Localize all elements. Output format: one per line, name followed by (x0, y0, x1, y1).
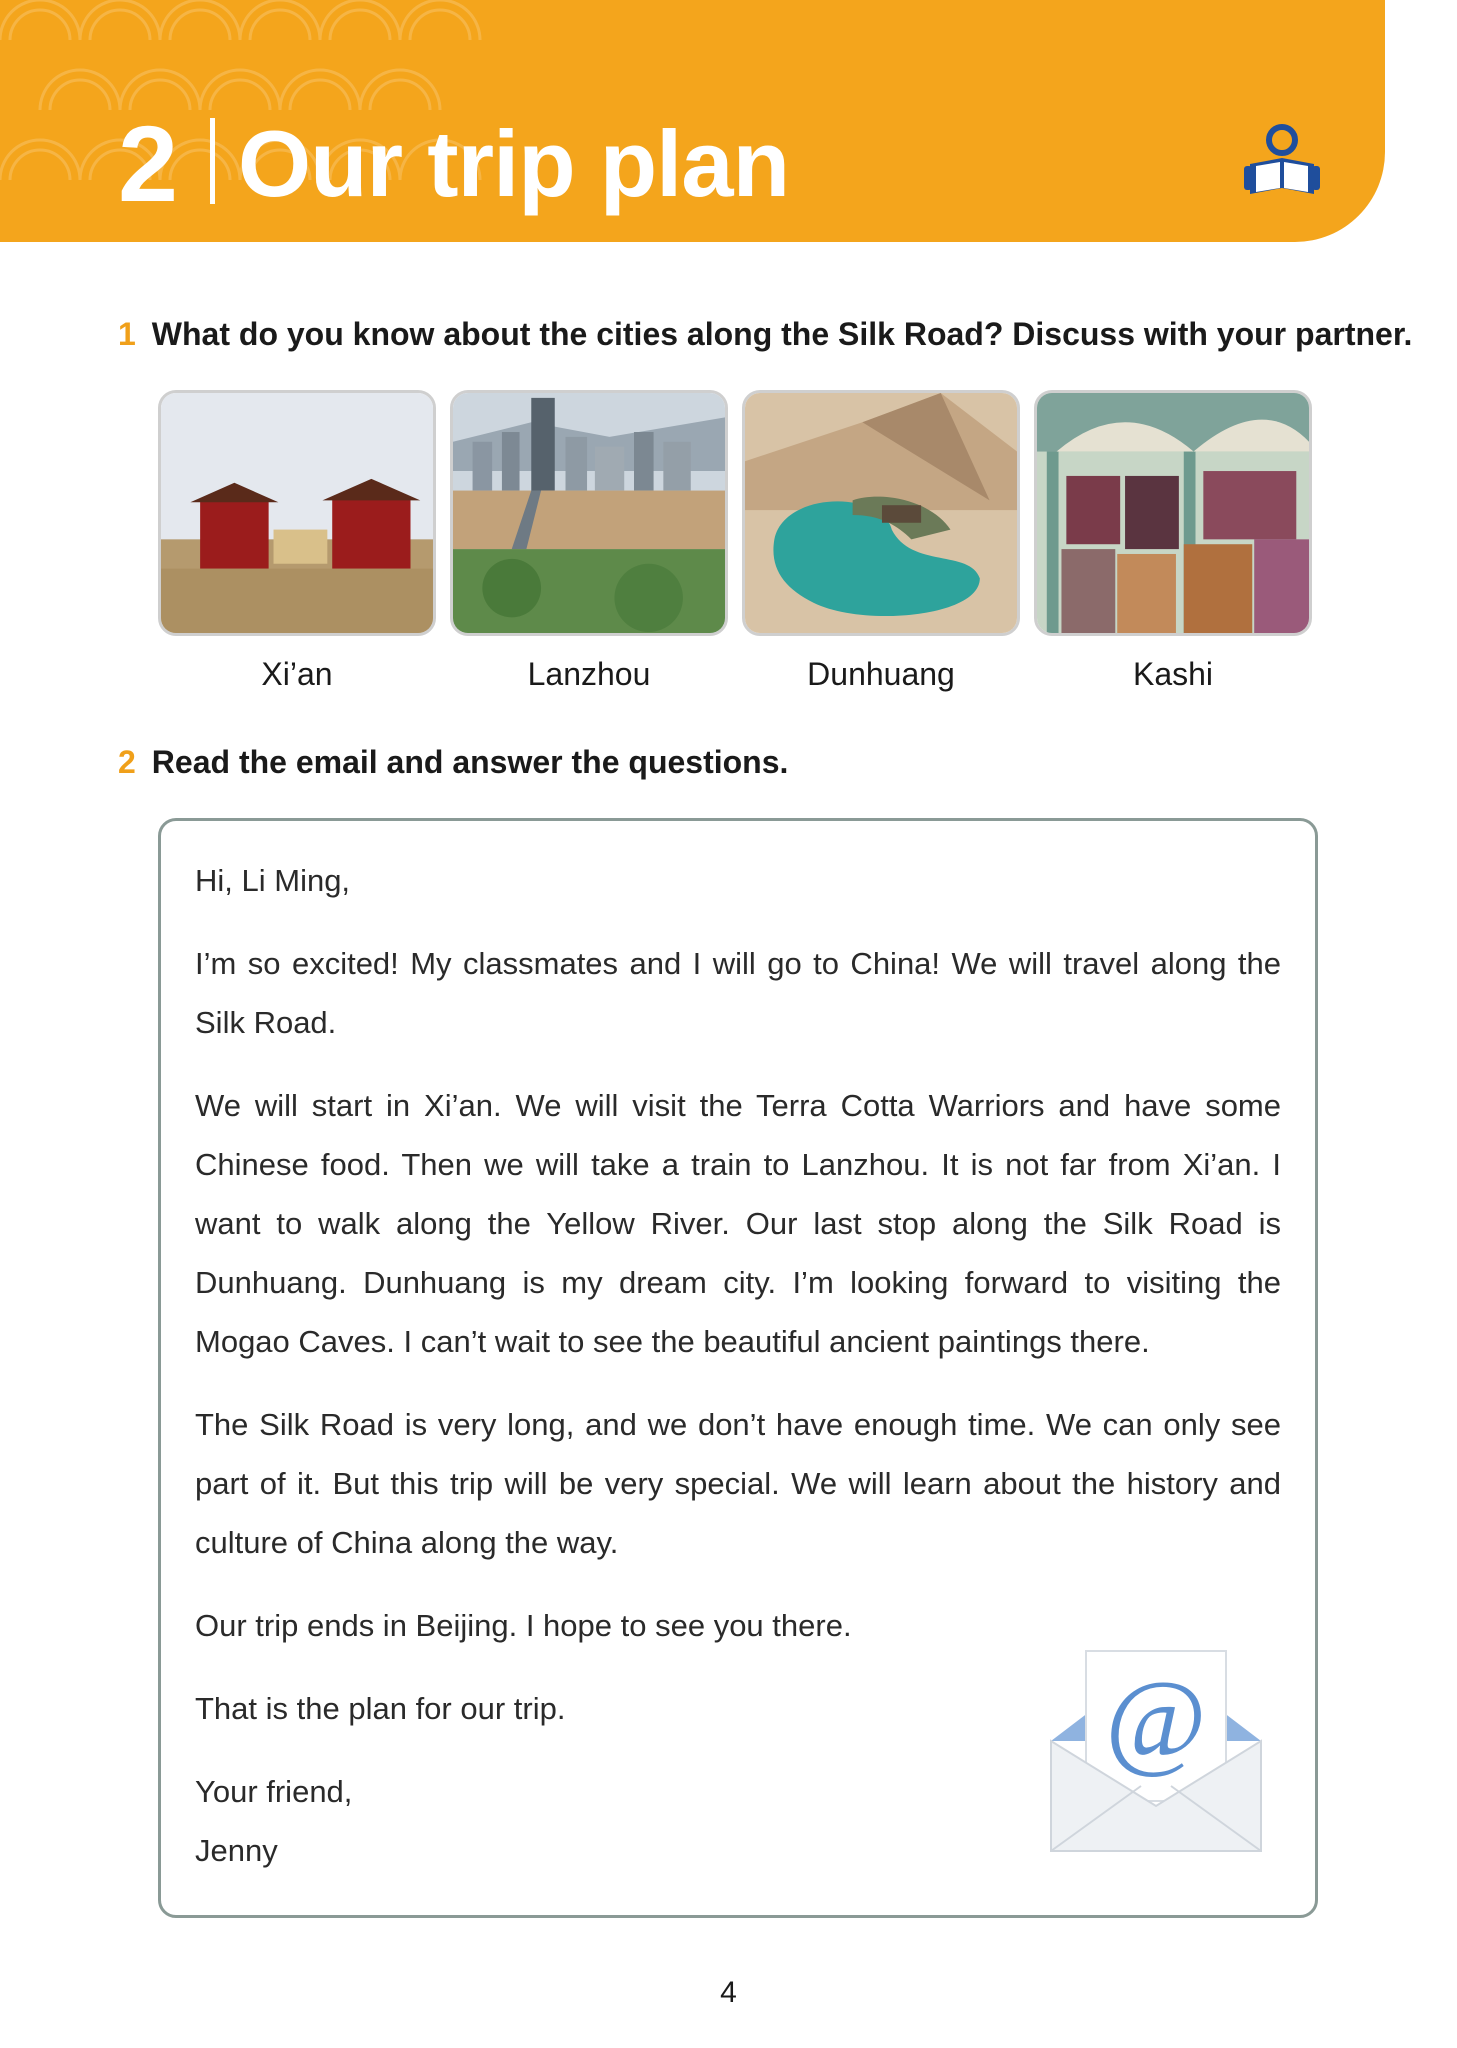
page-number: 4 (720, 1976, 737, 2009)
email-closing: Your friend, (195, 1774, 353, 1809)
email-paragraph-1: I’m so excited! My classmates and I will go to China! We will travel along the Silk Road. (195, 946, 1281, 1040)
unit-header-banner (0, 0, 1385, 242)
dunhuang-crescent-lake-photo (742, 390, 1020, 636)
svg-text:@: @ (1105, 1658, 1207, 1780)
task-2-number: 2 (118, 744, 136, 780)
email-envelope-icon (1031, 1621, 1281, 1871)
email-paragraph-3: The Silk Road is very long, and we don’t have enough time. We can only see part of it. But this trip will be very special. We will learn about the history and culture of China along the way. (195, 1407, 1281, 1560)
email-signature: Jenny (195, 1833, 278, 1868)
xian-gate-photo (158, 390, 436, 636)
email-paragraph-2: We will start in Xi’an. We will visit the Terra Cotta Warriors and have some Chinese food. Then we will take a train to Lanzhou. It is not far from Xi’an. I want to walk along the Yellow River. Our last stop along the Silk Road is Dunhuang. Dunhuang is my dream city. I’m looking forward to visiting the Mogao Caves. I can’t wait to see the beautiful ancient paintings there. (195, 1088, 1281, 1359)
task-1-number: 1 (118, 316, 136, 352)
unit-number: 2 (118, 103, 179, 224)
title-divider (210, 118, 215, 204)
kashi-carpets-photo (1034, 390, 1312, 636)
task-2-heading (118, 742, 788, 782)
reading-person-icon (1242, 122, 1322, 202)
email-paragraph-4: Our trip ends in Beijing. I hope to see you there. (195, 1608, 852, 1643)
photo-caption-lanzhou: Lanzhou (527, 656, 651, 692)
unit-title: Our trip plan (238, 111, 789, 216)
photo-caption-xian: Xi’an (261, 656, 333, 692)
photo-caption-kashi: Kashi (1132, 656, 1214, 692)
email-box (158, 818, 1318, 1918)
city-photos (158, 390, 1318, 700)
task-1-text: What do you know about the cities along the Silk Road? Discuss with your partner. (151, 316, 1413, 352)
task-1-heading (118, 314, 1412, 354)
photo-caption-dunhuang: Dunhuang (807, 656, 955, 692)
task-2-text: Read the email and answer the questions. (151, 744, 789, 780)
email-paragraph-5: That is the plan for our trip. (195, 1691, 566, 1726)
email-greeting: Hi, Li Ming, (195, 863, 351, 898)
lanzhou-city-photo (450, 390, 728, 636)
